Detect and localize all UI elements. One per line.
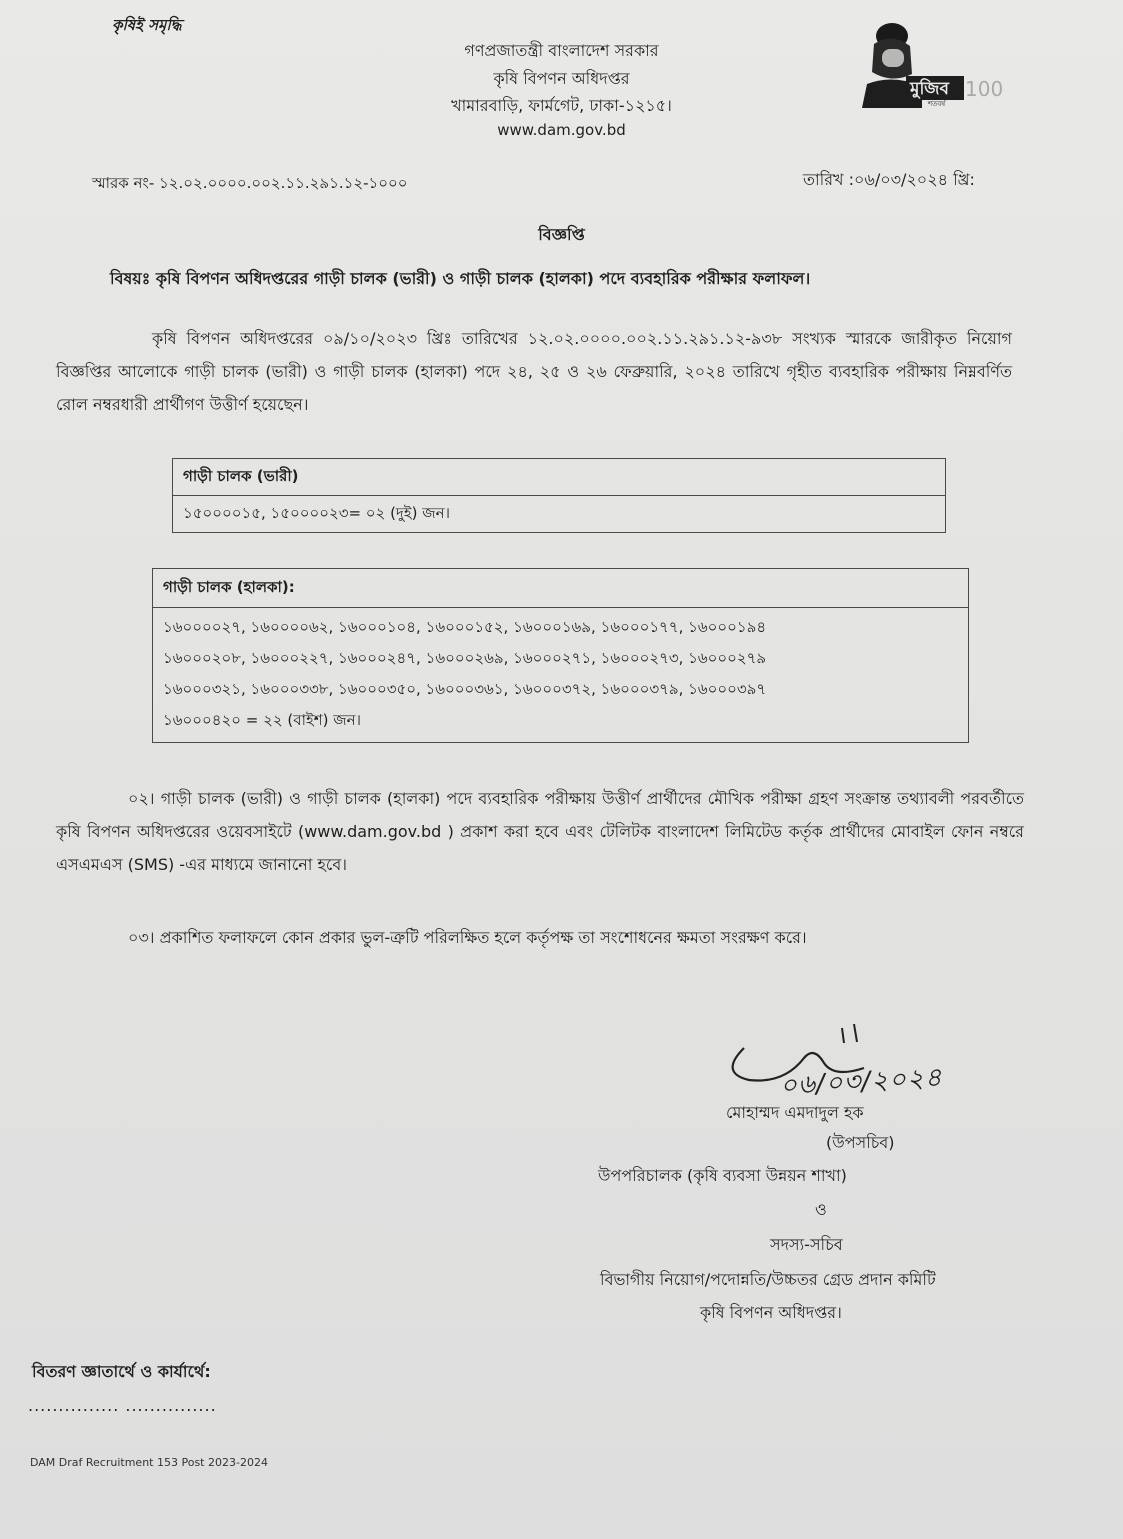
notice-subject: বিষয়ঃ কৃষি বিপণন অধিদপ্তরের গাড়ী চালক (ভারী) ও গাড়ী চালক (হালকা) পদে ব্যবহারিক পরীক্ষার ফলাফল। <box>110 269 811 288</box>
header-website: www.dam.gov.bd <box>497 121 626 139</box>
light-driver-rolls-row-2: ১৬০০০২০৮, ১৬০০০২২৭, ১৬০০০২৪৭, ১৬০০০২৬৯, ১৬০০০২৭১, ১৬০০০২৭৩, ১৬০০০২৭৯ <box>163 649 767 667</box>
light-driver-title: গাড়ী চালক (হালকা): <box>153 569 969 608</box>
heavy-driver-rolls: ১৫০০০০১৫, ১৫০০০০২৩= ০২ (দুই) জন। <box>173 496 946 533</box>
paragraph-correction <box>56 921 1024 954</box>
signatory-rank: (উপসচিব) <box>826 1133 895 1152</box>
motto: কৃষিই সমৃদ্ধি <box>112 16 182 34</box>
distribution-dots: ............... ............... <box>28 1396 217 1415</box>
heavy-driver-title: গাড়ী চালক (ভারী) <box>173 459 946 496</box>
light-driver-rolls-row-3: ১৬০০০৩২১, ১৬০০০৩৩৮, ১৬০০০৩৫০, ১৬০০০৩৬১, ১৬০০০৩৭২, ১৬০০০৩৭৯, ১৬০০০৩৯৭ <box>163 680 767 698</box>
paragraph-viva-info-text: ০২। গাড়ী চালক (ভারী) ও গাড়ী চালক (হালকা) পদে ব্যবহারিক পরীক্ষায় উত্তীর্ণ প্রার্থীদের মৌখিক পরীক্ষা গ্রহণ সংক্রান্ত তথ্যাবলী পরবর্তীতে কৃষি বিপণন অধিদপ্তরের ওয়েবসাইটে (www.dam.gov.bd ) প্রকাশ করা হবে এবং টেলিটক বাংলাদেশ লিমিটেড কর্তৃক প্রার্থীদের মোবাইল ফোন নম্বরে এসএমএস (SMS) -এর মাধ্যমে জানানো হবে। <box>56 789 1024 874</box>
notice-title: বিজ্ঞপ্তি <box>538 225 585 244</box>
paragraph-viva-info <box>56 782 1024 881</box>
mujib-centenary-logo-icon <box>862 14 1004 108</box>
light-driver-rolls-row-1: ১৬০০০০২৭, ১৬০০০০৬২, ১৬০০০১০৪, ১৬০০০১৫২, ১৬০০০১৬৯, ১৬০০০১৭৭, ১৬০০০১৯৪ <box>163 618 767 636</box>
signatory-role: সদস্য-সচিব <box>770 1235 843 1254</box>
logo-subtext: শতবর্ষ <box>928 100 946 108</box>
signatory-name: মোহাম্মদ এমদাদুল হক <box>726 1103 864 1122</box>
footer-reference: DAM Draf Recruitment 153 Post 2023-2024 <box>30 1456 268 1469</box>
logo-text: মুজিব <box>910 79 949 99</box>
memo-date: তারিখ :০৬/০৩/২০২৪ খ্রি: <box>803 170 975 189</box>
light-driver-rolls <box>153 608 969 743</box>
light-driver-rolls-row-4: ১৬০০০৪২০ = ২২ (বাইশ) জন। <box>163 711 361 729</box>
signature-date: ০৬/০৩/২০২৪ <box>779 1062 944 1102</box>
signatory-office: কৃষি বিপণন অধিদপ্তর। <box>700 1303 842 1322</box>
paragraph-intro <box>56 322 1012 421</box>
signatory-designation: উপপরিচালক (কৃষি ব্যবসা উন্নয়ন শাখা) <box>598 1166 847 1185</box>
paragraph-correction-text: ০৩। প্রকাশিত ফলাফলে কোন প্রকার ভুল-ত্রুটি পরিলক্ষিত হলে কর্তৃপক্ষ তা সংশোধনের ক্ষমতা সংরক্ষণ করে। <box>128 928 807 947</box>
header-address: খামারবাড়ি, ফার্মগেট, ঢাকা-১২১৫। <box>451 96 672 115</box>
paragraph-intro-text: কৃষি বিপণন অধিদপ্তরের ০৯/১০/২০২৩ খ্রিঃ তারিখের ১২.০২.০০০০.০০২.১১.২৯১.১২-৯৩৮ সংখ্যক স্মারকে জারীকৃত নিয়োগ বিজ্ঞপ্তির আলোকে গাড়ী চালক (ভারী) ও গাড়ী চালক (হালকা) পদে ২৪, ২৫ ও ২৬ ফেব্রুয়ারি, ২০২৪ তারিখে গৃহীত ব্যবহারিক পরীক্ষায় নিম্নবর্ণিত রোল নম্বরধারী প্রার্থীগণ উত্তীর্ণ হয়েছেন। <box>56 329 1012 414</box>
heavy-driver-results-table <box>172 458 946 533</box>
signatory-and: ও <box>815 1200 827 1219</box>
logo-number: 100 <box>965 77 1004 101</box>
distribution-title: বিতরণ জ্ঞাতার্থে ও কার্যার্থে: <box>32 1362 211 1381</box>
signatory-committee: বিভাগীয় নিয়োগ/পদোন্নতি/উচ্চতর গ্রেড প্রদান কমিটি <box>600 1270 936 1289</box>
memo-number: স্মারক নং- ১২.০২.০০০০.০০২.১১.২৯১.১২-১০০০ <box>92 174 408 192</box>
light-driver-results-table <box>152 568 969 743</box>
header-department: কৃষি বিপণন অধিদপ্তর <box>493 69 630 88</box>
header-government: গণপ্রজাতন্ত্রী বাংলাদেশ সরকার <box>464 41 659 60</box>
